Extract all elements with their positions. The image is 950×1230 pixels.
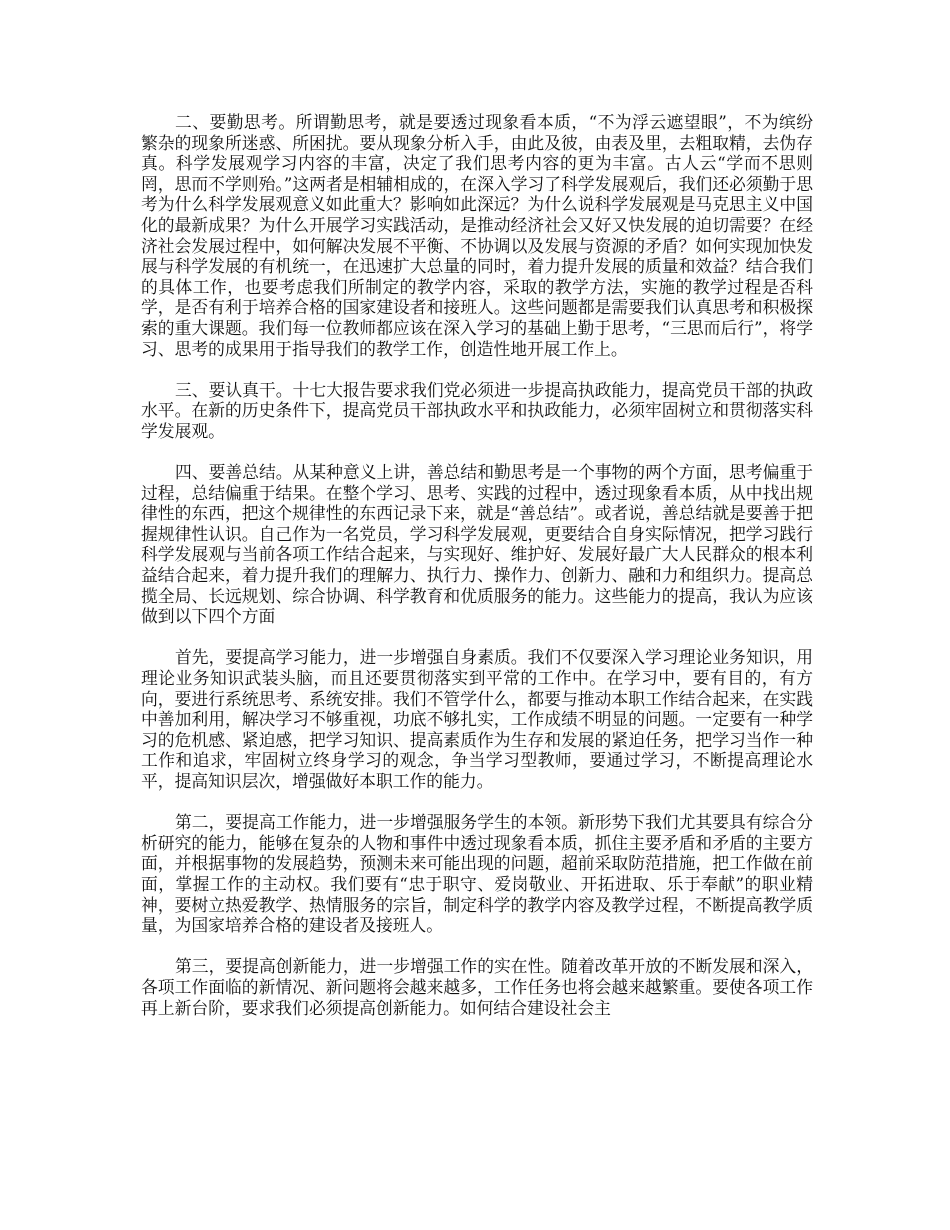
document-page: [141, 112, 813, 1039]
paragraph-diligent-thinking: 二、要勤思考。所谓勤思考，就是要透过现象看本质，“不为浮云遮望眼”，不为缤纷繁杂的现象所迷惑、所困扰。要从现象分析入手，由此及彼，由表及里，去粗取精，去伪存真。科学发展观学习内容的丰富，决定了我们思考内容的更为丰富。古人云“学而不思则罔，思而不学则殆。”这两者是相辅相成的，在深入学习了科学发展观后，我们还必须勤于思考为什么科学发展观意义如此重大？影响如此深远？为什么说科学发展观是马克思主义中国化的最新成果？为什么开展学习实践活动，是推动经济社会又好又快发展的迫切需要？在经济社会发展过程中，如何解决发展不平衡、不协调以及发展与资源的矛盾？如何实现加快发展与科学发展的有机统一，在迅速扩大总量的同时，着力提升发展的质量和效益？结合我们的具体工作，也要考虑我们所制定的教学内容，采取的教学方法，实施的教学过程是否科学，是否有利于培养合格的国家建设者和接班人。这些问题都是需要我们认真思考和积极探索的重大课题。我们每一位教师都应该在深入学习的基础上勤于思考，“三思而后行”，将学习、思考的成果用于指导我们的教学工作，创造性地开展工作上。: [141, 112, 813, 359]
paragraph-earnest-work: 三、要认真干。十七大报告要求我们党必须进一步提高执政能力，提高党员干部的执政水平。在新的历史条件下，提高党员干部执政水平和执政能力，必须牢固树立和贯彻落实科学发展观。: [141, 379, 813, 441]
paragraph-work-ability: 第二，要提高工作能力，进一步增强服务学生的本领。新形势下我们尤其要具有综合分析研究的能力，能够在复杂的人物和事件中透过现象看本质，抓住主要矛盾和矛盾的主要方面，并根据事物的发展趋势，预测未来可能出现的问题，超前采取防范措施，把工作做在前面，掌握工作的主动权。我们要有“忠于职守、爱岗敬业、开拓进取、乐于奉献”的职业精神，要树立热爱教学、热情服务的宗旨，制定科学的教学内容及教学过程，不断提高教学质量，为国家培养合格的建设者及接班人。: [141, 812, 813, 936]
paragraph-learning-ability: 首先，要提高学习能力，进一步增强自身素质。我们不仅要深入学习理论业务知识，用理论业务知识武装头脑，而且还要贯彻落实到平常的工作中。在学习中，要有目的，有方向，要进行系统思考、系统安排。我们不管学什么，都要与推动本职工作结合起来，在实践中善加利用，解决学习不够重视，功底不够扎实，工作成绩不明显的问题。一定要有一种学习的危机感、紧迫感，把学习知识、提高素质作为生存和发展的紧迫任务，把学习当作一种工作和追求，牢固树立终身学习的观念，争当学习型教师，要通过学习，不断提高理论水平，提高知识层次，增强做好本职工作的能力。: [141, 647, 813, 791]
paragraph-innovation-ability: 第三，要提高创新能力，进一步增强工作的实在性。随着改革开放的不断发展和深入，各项工作面临的新情况、新问题将会越来越多，工作任务也将会越来越繁重。要使各项工作再上新台阶，要求我们必须提高创新能力。如何结合建设社会主: [141, 956, 813, 1018]
paragraph-good-summary: 四、要善总结。从某种意义上讲，善总结和勤思考是一个事物的两个方面，思考偏重于过程，总结偏重于结果。在整个学习、思考、实践的过程中，透过现象看本质，从中找出规律性的东西，把这个规律性的东西记录下来，就是“善总结”。或者说，善总结就是要善于把握规律性认识。自己作为一名党员，学习科学发展观，更要结合自身实际情况，把学习践行科学发展观与当前各项工作结合起来，与实现好、维护好、发展好最广大人民群众的根本利益结合起来，着力提升我们的理解力、执行力、操作力、创新力、融和力和组织力。提高总揽全局、长远规划、综合协调、科学教育和优质服务的能力。这些能力的提高，我认为应该做到以下四个方面: [141, 462, 813, 627]
